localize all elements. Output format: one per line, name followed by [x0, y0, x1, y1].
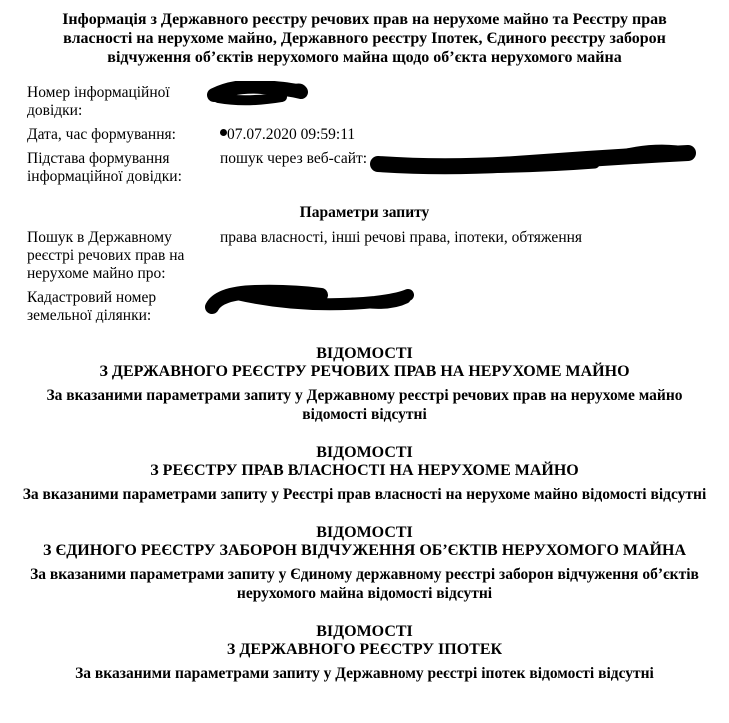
- redaction-blob-certificate-number: [204, 81, 310, 107]
- field-label: Дата, час формування:: [27, 126, 176, 143]
- field-label: Кадастровий номер земельної ділянки:: [27, 289, 157, 324]
- result-section-alienation-prohibitions: [0, 524, 729, 603]
- section-heading-line2: З ДЕРЖАВНОГО РЕЄСТРУ РЕЧОВИХ ПРАВ НА НЕРУХОМЕ МАЙНО: [99, 363, 630, 380]
- field-row-cadastral-number: [0, 289, 729, 325]
- document-title: Інформація з Державного реєстру речових прав на нерухоме майно та Реєстру прав власності на нерухоме майно, Державного реєстру Іпотек, Єдиного реєстру заборон відчуження об’єктів нерухомого майна щодо об’єкта нерухомого майна: [62, 11, 667, 66]
- section-heading-line1: ВІДОМОСТІ: [316, 623, 413, 640]
- field-row-certificate-number: [0, 84, 729, 120]
- field-row-generation-date: [0, 126, 729, 144]
- field-value: [220, 289, 419, 315]
- basis-text: пошук через веб-сайт:: [220, 150, 368, 167]
- query-fields: [0, 229, 729, 325]
- result-section-ownership-rights: [0, 444, 729, 504]
- field-value: права власності, інші речові права, іпотеки, обтяження: [220, 229, 583, 246]
- section-heading-line1: ВІДОМОСТІ: [316, 524, 413, 541]
- field-row-search-scope: [0, 229, 729, 283]
- query-parameters-heading: Параметри запиту: [299, 204, 430, 221]
- field-label: Номер інформаційної довідки:: [27, 84, 170, 119]
- redaction-dot: [220, 129, 227, 136]
- section-heading-line2: З ДЕРЖАВНОГО РЕЄСТРУ ІПОТЕК: [226, 641, 503, 658]
- section-heading-line2: З РЕЄСТРУ ПРАВ ВЛАСНОСТІ НА НЕРУХОМЕ МАЙНО: [150, 462, 579, 479]
- section-heading-line2: З ЄДИНОГО РЕЄСТРУ ЗАБОРОН ВІДЧУЖЕННЯ ОБ’ЄКТІВ НЕРУХОМОГО МАЙНА: [43, 542, 686, 559]
- result-section-property-rights: [0, 345, 729, 424]
- section-body: За вказаними параметрами запиту у Реєстрі прав власності на нерухоме майно відомості відсутні: [22, 486, 707, 503]
- field-label: Підстава формування інформаційної довідки:: [27, 150, 182, 185]
- generation-datetime: 07.07.2020 09:59:11: [227, 126, 356, 143]
- field-label: Пошук в Державному реєстрі речових прав на нерухоме майно про:: [27, 229, 185, 282]
- field-value: [220, 84, 310, 107]
- meta-fields: [0, 84, 729, 186]
- section-heading-line1: ВІДОМОСТІ: [316, 444, 413, 461]
- redaction-blob-cadastral-number: [203, 281, 419, 315]
- field-value: [220, 126, 355, 144]
- field-value: [220, 150, 367, 168]
- section-body: За вказаними параметрами запиту у Державному реєстрі речових прав на нерухоме майно відомості відсутні: [46, 387, 683, 423]
- section-body: За вказаними параметрами запиту у Єдиному державному реєстрі заборон відчуження об’єктів нерухомого майна відомості відсутні: [30, 566, 699, 602]
- redaction-blob-website: [370, 143, 700, 175]
- result-section-mortgages: [0, 623, 729, 683]
- section-heading-line1: ВІДОМОСТІ: [316, 345, 413, 362]
- field-row-generation-basis: [0, 150, 729, 186]
- section-body: За вказаними параметрами запиту у Державному реєстрі іпотек відомості відсутні: [75, 665, 654, 682]
